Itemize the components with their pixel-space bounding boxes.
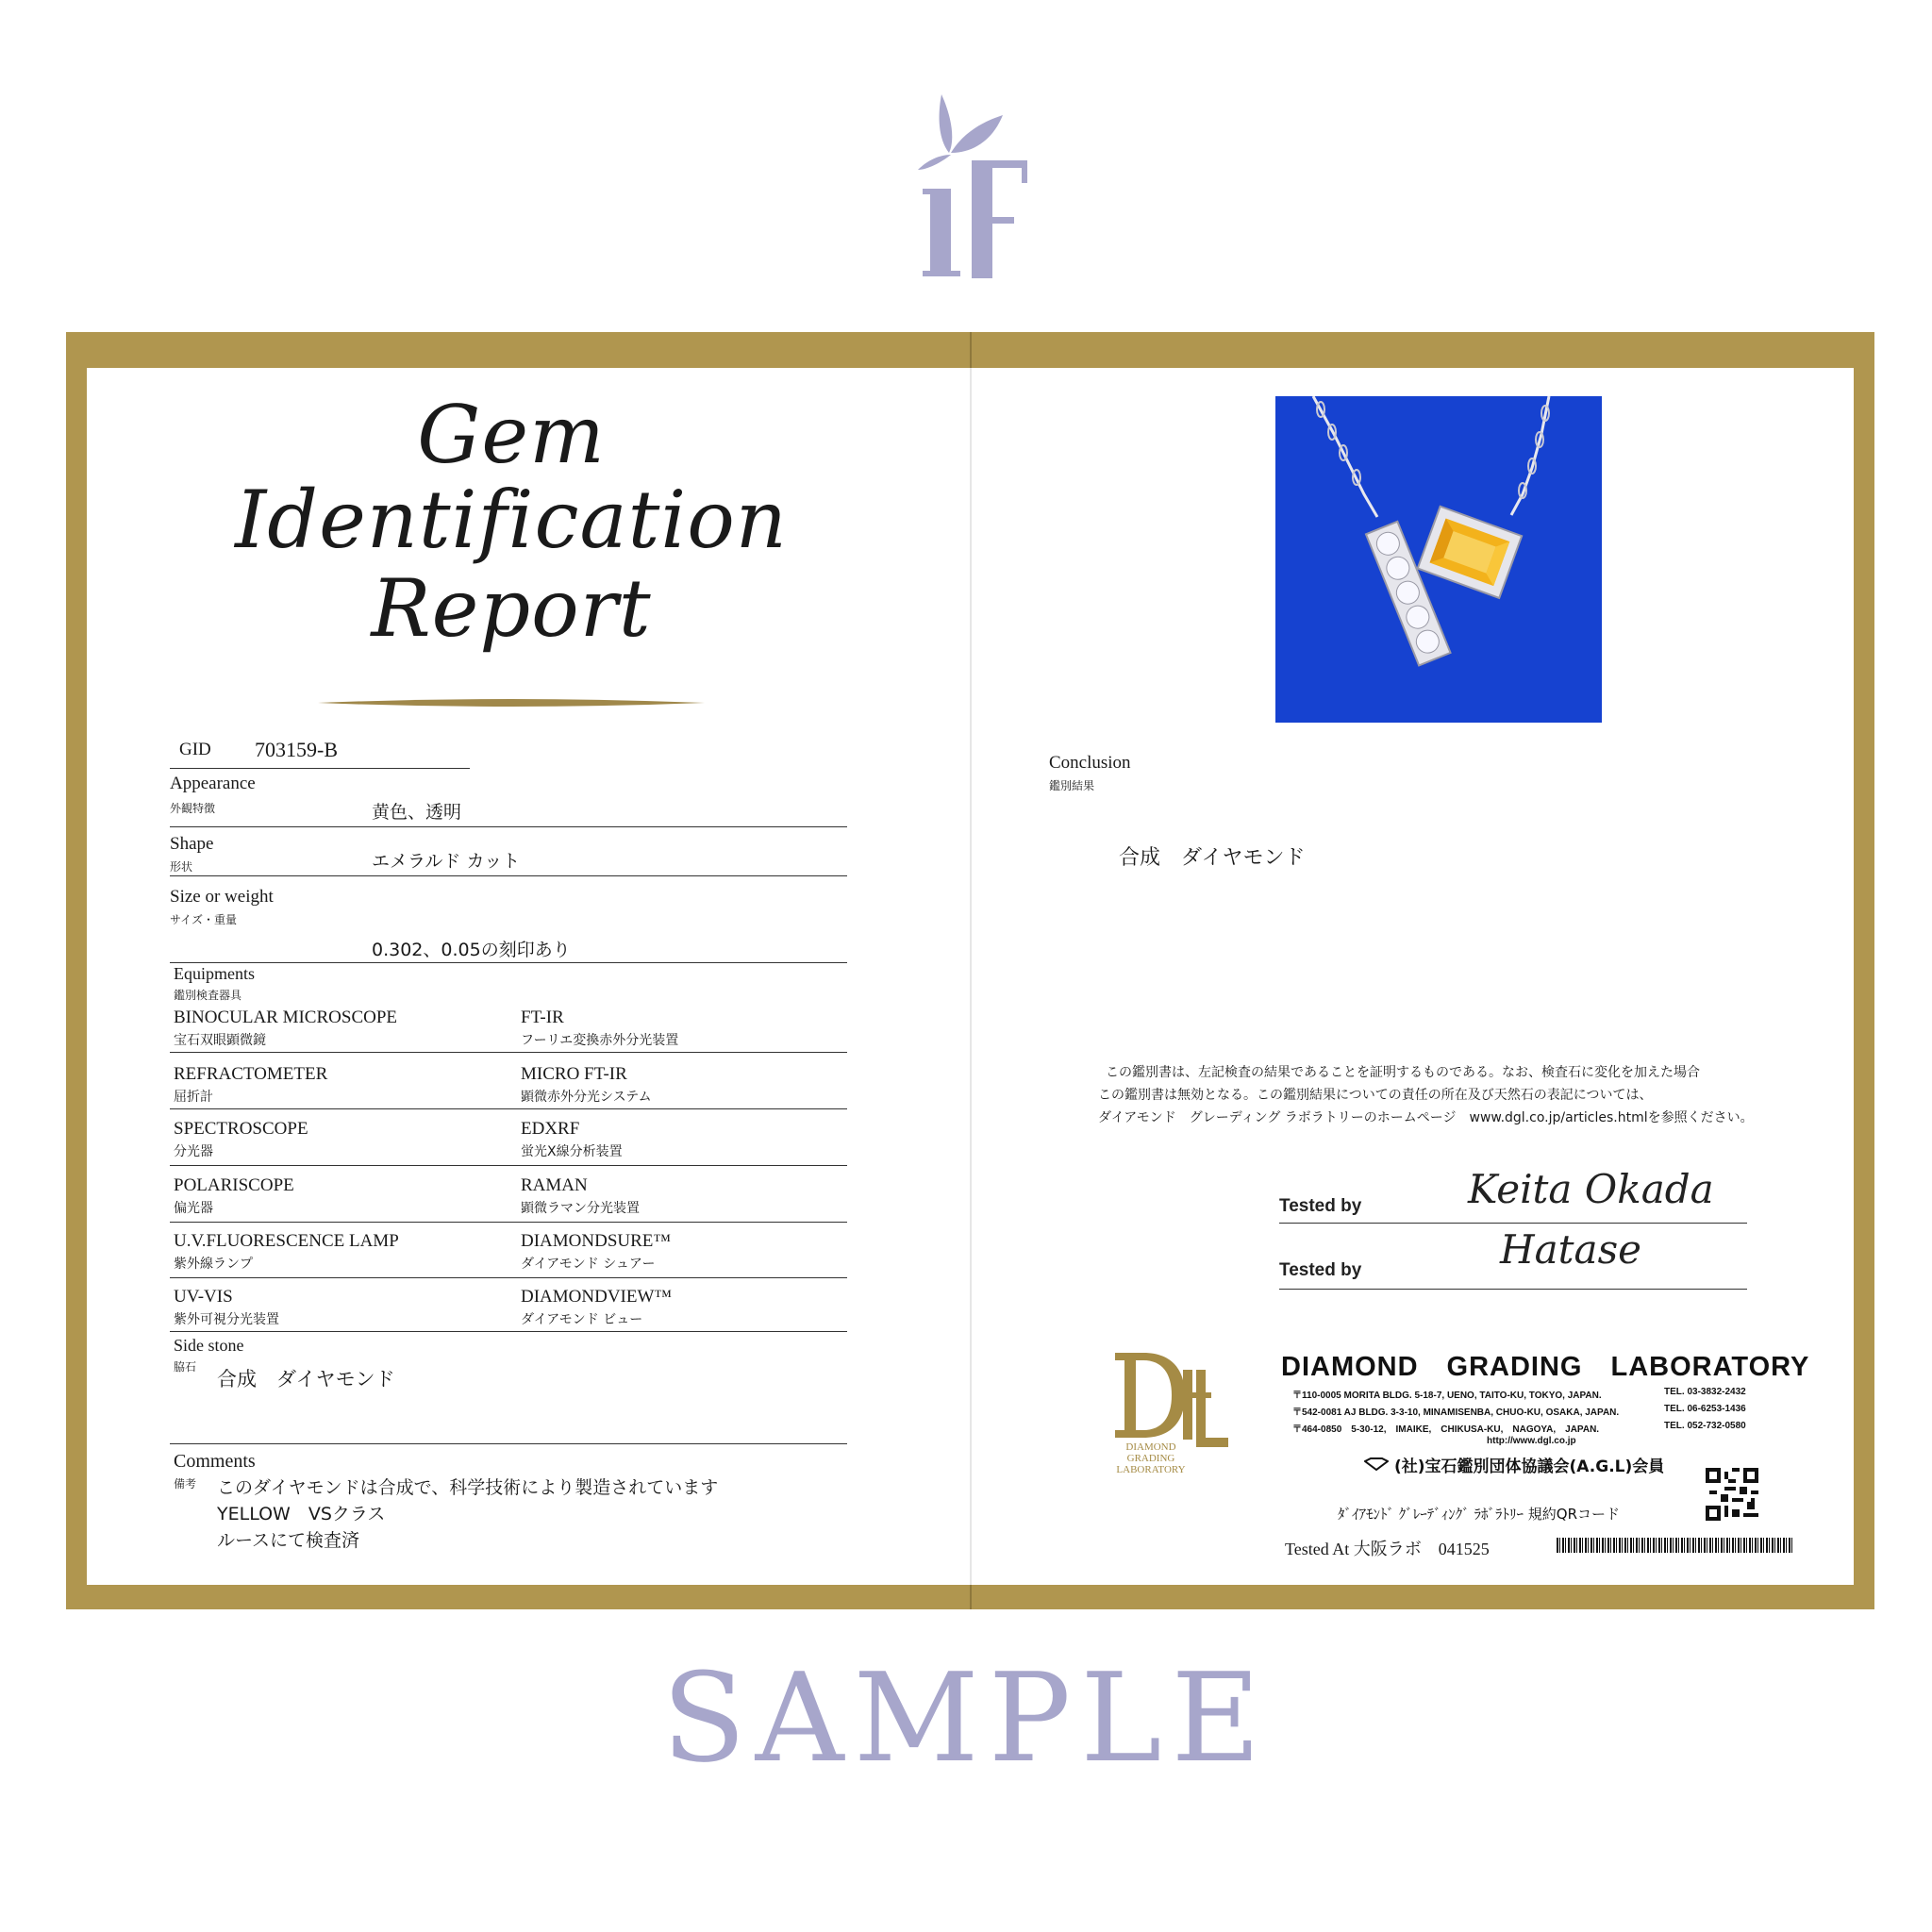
gid-label: GID [179, 740, 211, 759]
pendant-illustration [1275, 396, 1602, 723]
lab-address: 〒110-0005 MORITA BLDG. 5-18-7, UENO, TAITO-KU, TOKYO, JAPAN. [1292, 1391, 1602, 1401]
comments-label-jp: 備考 [174, 1477, 197, 1491]
equipment-name-jp: 蛍光X線分析装置 [521, 1144, 623, 1159]
agl-membership: (社)宝石鑑別団体協議会(A.G.L)会員 [1394, 1457, 1665, 1476]
gid-rule [170, 768, 470, 769]
equipment-name: BINOCULAR MICROSCOPE [174, 1008, 398, 1027]
dgl-monogram-icon [1106, 1343, 1238, 1447]
signature-rule-1 [1279, 1223, 1747, 1224]
tested-at: Tested At 大阪ラボ 041525 [1285, 1540, 1490, 1558]
report-title-line-3: Report [371, 562, 652, 655]
side-stone-label: Side stone [174, 1336, 244, 1355]
disclaimer-line: ダイアモンド グレーディング ラボラトリーのホームページ www.dgl.co.jp/articles.htmlを参照ください。 [1098, 1110, 1754, 1125]
lab-phone: TEL. 03-3832-2432 [1664, 1387, 1746, 1397]
agl-diamond-icon [1364, 1457, 1389, 1470]
signature-rule-2 [1279, 1289, 1747, 1290]
shape-label-jp: 形状 [170, 860, 193, 874]
gid-value: 703159-B [255, 738, 338, 761]
appearance-label: Appearance [170, 774, 256, 793]
equipment-name: RAMAN [521, 1175, 588, 1195]
qr-caption: ﾀﾞｲｱﾓﾝﾄﾞ ｸﾞﾚｰﾃﾞｨﾝｸﾞ ﾗﾎﾞﾗﾄﾘｰ 規約QRコード [1338, 1506, 1621, 1523]
equipment-name-jp: 屈折計 [174, 1090, 213, 1105]
equipment-name-jp: ダイアモンド シュアー [521, 1257, 656, 1272]
sample-watermark: SAMPLE [661, 1646, 1271, 1790]
lab-name: DIAMOND GRADING LABORATORY [1281, 1352, 1810, 1382]
equipment-name: DIAMONDSURE™ [521, 1231, 672, 1251]
side-stone-rule [170, 1443, 847, 1444]
fold-crease [970, 368, 972, 1585]
disclaimer-line: この鑑別書は無効となる。この鑑別結果についての責任の所在及び天然石の表記については、 [1098, 1088, 1653, 1103]
equipment-rule [170, 1331, 847, 1332]
barcode [1557, 1538, 1792, 1553]
comment-line: ルースにて検査済 [217, 1530, 360, 1551]
report-title-line-1: Gem [417, 389, 606, 481]
lab-phone: TEL. 06-6253-1436 [1664, 1404, 1746, 1414]
equipment-name: FT-IR [521, 1008, 564, 1027]
qr-code-icon [1706, 1468, 1758, 1521]
appearance-label-jp: 外観特徴 [170, 802, 216, 815]
size-value: 0.302、0.05の刻印あり [372, 940, 571, 960]
equipment-name-jp: 偏光器 [174, 1201, 213, 1216]
conclusion-label-jp: 鑑別結果 [1049, 779, 1095, 792]
size-label-jp: サイズ・重量 [170, 913, 238, 926]
dgl-caption-line: GRADING [1126, 1453, 1175, 1464]
equipment-name-jp: ダイアモンド ビュー [521, 1312, 643, 1327]
equipment-name: POLARISCOPE [174, 1175, 294, 1195]
equipment-rule [170, 1052, 847, 1053]
lab-phone: TEL. 052-732-0580 [1664, 1421, 1746, 1431]
side-stone-value: 合成 ダイヤモンド [217, 1368, 395, 1391]
size-rule [170, 962, 847, 963]
equipment-name: U.V.FLUORESCENCE LAMP [174, 1231, 399, 1251]
signature-1: Keita Okada [1468, 1166, 1714, 1212]
equipment-name: DIAMONDVIEW™ [521, 1287, 673, 1307]
tested-by-label: Tested by [1279, 1260, 1362, 1280]
equipment-name-jp: フーリエ変換赤外分光装置 [521, 1033, 679, 1048]
size-label: Size or weight [170, 887, 274, 907]
appearance-value: 黄色、透明 [372, 802, 462, 823]
equipment-name: MICRO FT-IR [521, 1064, 627, 1084]
equipment-name: UV-VIS [174, 1287, 233, 1307]
disclaimer-line: この鑑別書は、左記検査の結果であることを証明するものである。なお、検査石に変化を加えた場合 [1106, 1065, 1700, 1080]
report-title-line-2: Identification [235, 474, 788, 566]
gem-photo [1275, 396, 1602, 723]
equipment-name-jp: 紫外線ランプ [174, 1257, 253, 1272]
equipments-label-jp: 鑑別検査器具 [174, 989, 242, 1002]
title-underline [318, 698, 705, 708]
appearance-rule [170, 826, 847, 827]
side-stone-label-jp: 脇石 [174, 1360, 197, 1374]
shape-value: エメラルド カット [372, 851, 521, 872]
equipment-name-jp: 分光器 [174, 1144, 213, 1159]
equipment-rule [170, 1222, 847, 1223]
equipments-label: Equipments [174, 964, 255, 983]
equipment-name: REFRACTOMETER [174, 1064, 328, 1084]
shape-label: Shape [170, 834, 214, 854]
comment-line: YELLOW VSクラス [217, 1504, 386, 1524]
lab-address: 〒542-0081 AJ BLDG. 3-3-10, MINAMISENBA, CHUO-KU, OSAKA, JAPAN. [1292, 1407, 1620, 1418]
equipment-name-jp: 宝石双眼顕微鏡 [174, 1033, 266, 1048]
equipment-name-jp: 顕微ラマン分光装置 [521, 1201, 640, 1216]
lab-url: http://www.dgl.co.jp [1487, 1436, 1576, 1446]
equipment-rule [170, 1108, 847, 1109]
dgl-logo [1106, 1343, 1238, 1485]
equipment-rule [170, 1277, 847, 1278]
equipment-name-jp: 紫外可視分光装置 [174, 1312, 279, 1327]
lab-address: 〒464-0850 5-30-12, IMAIKE, CHIKUSA-KU, NAGOYA, JAPAN. [1292, 1424, 1600, 1435]
equipment-name-jp: 顕微赤外分光システム [521, 1090, 652, 1105]
comments-label: Comments [174, 1451, 256, 1472]
brand-logo [913, 87, 1036, 285]
tested-by-label: Tested by [1279, 1196, 1362, 1216]
dgl-caption-line: LABORATORY [1116, 1464, 1186, 1475]
comment-line: このダイヤモンドは合成で、科学技術により製造されています [217, 1477, 719, 1498]
conclusion-label: Conclusion [1049, 753, 1131, 773]
equipment-rule [170, 1165, 847, 1166]
shape-rule [170, 875, 847, 876]
dgl-caption-line: DIAMOND [1125, 1441, 1176, 1453]
signature-2: Hatase [1500, 1226, 1641, 1273]
conclusion-value: 合成 ダイヤモンド [1119, 846, 1306, 870]
equipment-name: SPECTROSCOPE [174, 1119, 308, 1139]
equipment-name: EDXRF [521, 1119, 580, 1139]
